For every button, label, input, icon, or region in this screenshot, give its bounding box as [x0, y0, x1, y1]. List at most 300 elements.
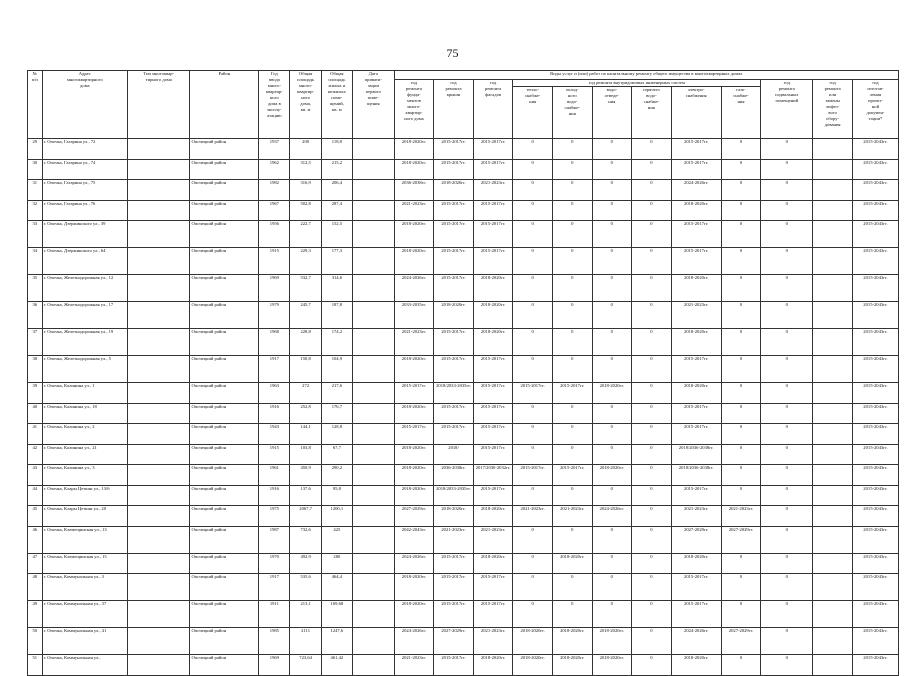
row-year-built: 1917 [259, 356, 290, 383]
row-house-type [127, 302, 190, 329]
row-hot-water: 0 [632, 403, 672, 424]
row-project-docs: 2015-2043гг. [852, 221, 898, 248]
row-living-area: 464,4 [321, 574, 352, 601]
row-number: 33 [28, 221, 43, 248]
row-electric: 2015-2017гг. [671, 601, 721, 628]
row-house-type [127, 655, 190, 676]
header-systems-group: год ремонта внутридомовых инженерных систем [513, 80, 761, 87]
row-house-type [127, 553, 190, 574]
row-address: г. Опочка, Дзержинского ул., 64 [42, 248, 127, 275]
row-project-docs: 2015-2043гг. [852, 485, 898, 506]
row-electric: 2018-2020гг. [671, 383, 721, 404]
row-roof: 2018/2033-2035гг. [434, 485, 474, 506]
table-row [28, 180, 899, 201]
row-sewer: 0 [592, 302, 632, 329]
row-hot-water: 0 [632, 275, 672, 302]
row-sewer: 0 [592, 403, 632, 424]
row-total-area: 228,8 [290, 329, 321, 356]
row-privatization-date [352, 275, 394, 302]
row-year-built: 1975 [259, 506, 290, 527]
row-number: 51 [28, 655, 43, 676]
row-address: г. Опочка, Калинина ул., 1 [42, 383, 127, 404]
row-hot-water: 0 [632, 356, 672, 383]
row-heat: 0 [513, 444, 553, 465]
row-address: г. Опочка, Дзержинского ул., 39 [42, 221, 127, 248]
row-year-built: 1911 [259, 601, 290, 628]
row-project-docs: 2015-2043гг. [852, 403, 898, 424]
row-hot-water: 0 [632, 601, 672, 628]
row-project-docs: 2015-2043гг. [852, 329, 898, 356]
row-foundation: 2042-2043гг. [394, 526, 434, 553]
header-project-docs: год изготов- ления проект- ной докумен- тации* [852, 80, 898, 139]
row-electric: 2015-2017гг. [671, 248, 721, 275]
row-address: г. Опочка, Калинина ул., 3 [42, 465, 127, 486]
row-number: 32 [28, 200, 43, 221]
table-row [28, 200, 899, 221]
row-sewer: 0 [592, 180, 632, 201]
table-row [28, 424, 899, 445]
row-heat: 2015-2017гг. [513, 465, 553, 486]
row-project-docs: 2015-2043гг. [852, 383, 898, 404]
row-basement: 0 [761, 655, 813, 676]
table-row [28, 159, 899, 180]
row-heat: 2021-2023гг. [513, 506, 553, 527]
header-heat: тепло- снабже- ния [513, 87, 553, 139]
row-roof: 2018/2033-2035гг. [434, 383, 474, 404]
row-number: 48 [28, 574, 43, 601]
row-heat: 0 [513, 200, 553, 221]
row-district: Опочецкий район [190, 553, 259, 574]
row-heat: 0 [513, 248, 553, 275]
row-heat: 0 [513, 574, 553, 601]
row-heat: 0 [513, 403, 553, 424]
row-roof: 2015-2017гг. [434, 200, 474, 221]
row-cold-water: 0 [552, 444, 592, 465]
row-basement: 0 [761, 329, 813, 356]
row-house-type [127, 275, 190, 302]
row-total-area: 245,7 [290, 302, 321, 329]
row-elevator [813, 275, 853, 302]
row-district: Опочецкий район [190, 383, 259, 404]
row-project-docs: 2015-2043гг. [852, 159, 898, 180]
header-electric: электро- снабжения [671, 87, 721, 139]
row-year-built: 1916 [259, 403, 290, 424]
row-facade: 2021-2023гг. [473, 526, 513, 553]
row-foundation: 2018-2020гг. [394, 574, 434, 601]
row-district: Опочецкий район [190, 628, 259, 655]
row-elevator [813, 485, 853, 506]
row-sewer: 0 [592, 248, 632, 275]
row-house-type [127, 200, 190, 221]
row-sewer: 0 [592, 485, 632, 506]
row-electric: 2015-2017гг. [671, 356, 721, 383]
row-address: г. Опочка, Железнодорожная ул., 19 [42, 329, 127, 356]
row-heat: 2018-2020гг. [513, 628, 553, 655]
row-facade: 2015-2017гг. [473, 485, 513, 506]
row-house-type [127, 465, 190, 486]
row-privatization-date [352, 356, 394, 383]
row-house-type [127, 159, 190, 180]
row-roof: 2018-2020гг. [434, 180, 474, 201]
row-facade: 2017/2030-2032гг. [473, 465, 513, 486]
row-hot-water: 0 [632, 248, 672, 275]
row-elevator [813, 601, 853, 628]
row-basement: 0 [761, 275, 813, 302]
row-hot-water: 0 [632, 159, 672, 180]
header-services-group: Виды услуг и (или) работ по капитальному ремонту общего имущества в многоквартирных домах [394, 71, 898, 80]
row-facade: 2015-2017гг. [473, 424, 513, 445]
row-address: г. Опочка, Клемещинская ул., 15 [42, 553, 127, 574]
row-project-docs: 2015-2043гг. [852, 139, 898, 160]
row-total-area: 200 [290, 139, 321, 160]
row-facade: 2018-2020гг. [473, 329, 513, 356]
row-living-area: 118,8 [321, 139, 352, 160]
row-number: 36 [28, 302, 43, 329]
row-house-type [127, 356, 190, 383]
header-num: № п/п [28, 71, 43, 139]
row-basement: 0 [761, 356, 813, 383]
row-hot-water: 0 [632, 139, 672, 160]
row-facade: 2015-2017гг. [473, 444, 513, 465]
row-roof: 2015-2017гг. [434, 356, 474, 383]
row-privatization-date [352, 403, 394, 424]
row-cold-water: 0 [552, 248, 592, 275]
row-heat: 0 [513, 139, 553, 160]
row-hot-water: 0 [632, 506, 672, 527]
row-elevator [813, 553, 853, 574]
row-year-built: 1937 [259, 139, 290, 160]
row-privatization-date [352, 180, 394, 201]
table-body [28, 139, 899, 676]
row-address: г. Опочка, Железнодорожная ул., 5 [42, 356, 127, 383]
row-basement: 0 [761, 180, 813, 201]
row-facade: 2018-2020гг. [473, 553, 513, 574]
row-year-built: 1969 [259, 655, 290, 676]
row-district: Опочецкий район [190, 180, 259, 201]
row-foundation: 2021-2023гг. [394, 329, 434, 356]
row-cold-water: 0 [552, 485, 592, 506]
row-sewer: 2018-2020гг. [592, 655, 632, 676]
row-privatization-date [352, 139, 394, 160]
row-living-area: 425 [321, 526, 352, 553]
row-number: 39 [28, 383, 43, 404]
row-house-type [127, 403, 190, 424]
row-number: 44 [28, 485, 43, 506]
row-roof: 2015-2017гг. [434, 159, 474, 180]
row-house-type [127, 329, 190, 356]
row-hot-water: 0 [632, 302, 672, 329]
row-total-area: 502,8 [290, 200, 321, 221]
row-electric: 2015-2017гг. [671, 403, 721, 424]
row-house-type [127, 601, 190, 628]
row-sewer: 0 [592, 200, 632, 221]
row-number: 34 [28, 248, 43, 275]
row-living-area: 174,2 [321, 329, 352, 356]
row-gas: 0 [721, 356, 761, 383]
table-row [28, 574, 899, 601]
row-electric: 2015-2017гг. [671, 424, 721, 445]
row-foundation: 2024-2026гг. [394, 628, 434, 655]
row-address: г. Опочка, Коммунальная ул., [42, 655, 127, 676]
row-project-docs: 2015-2043гг. [852, 444, 898, 465]
row-elevator [813, 329, 853, 356]
header-privatization-date: Дата привати- зации первого поме- щения [352, 71, 394, 139]
row-electric: 2021-2023гг. [671, 302, 721, 329]
row-roof: 2021-2023гг. [434, 526, 474, 553]
row-heat: 0 [513, 329, 553, 356]
row-number: 49 [28, 601, 43, 628]
row-house-type [127, 444, 190, 465]
row-foundation: 2024-2026гг. [394, 275, 434, 302]
row-year-built: 1967 [259, 200, 290, 221]
row-elevator [813, 302, 853, 329]
header-total-area: Общая площадь много- квартир- ного дома, кв. м [290, 71, 321, 139]
table-row [28, 356, 899, 383]
row-roof: 2036-2038гг. [434, 465, 474, 486]
row-district: Опочецкий район [190, 302, 259, 329]
row-number: 38 [28, 356, 43, 383]
row-electric: 2018-2020гг. [671, 200, 721, 221]
row-cold-water: 2021-2023гг. [552, 506, 592, 527]
row-project-docs: 2015-2043гг. [852, 248, 898, 275]
row-total-area: 229,3 [290, 248, 321, 275]
row-district: Опочецкий район [190, 403, 259, 424]
row-heat: 0 [513, 159, 553, 180]
table-row [28, 403, 899, 424]
table-row [28, 526, 899, 553]
row-house-type [127, 180, 190, 201]
row-living-area: 95,8 [321, 485, 352, 506]
header-foundation: год ремонта фунда- ментов много- квартир- ного дома [394, 80, 434, 139]
row-district: Опочецкий район [190, 248, 259, 275]
row-living-area: 169,68 [321, 601, 352, 628]
row-total-area: 535,6 [290, 574, 321, 601]
row-year-built: 1917 [259, 574, 290, 601]
row-elevator [813, 444, 853, 465]
row-cold-water: 0 [552, 329, 592, 356]
row-address: г. Опочка, Калинина ул., 18 [42, 403, 127, 424]
header-basement: год ремонта подвальных помещений [761, 80, 813, 139]
row-sewer: 0 [592, 424, 632, 445]
row-privatization-date [352, 655, 394, 676]
row-electric: 2015-2017гг. [671, 485, 721, 506]
row-privatization-date [352, 485, 394, 506]
row-roof: 2015-2017гг. [434, 574, 474, 601]
row-sewer: 0 [592, 159, 632, 180]
row-number: 47 [28, 553, 43, 574]
header-hot-water: горячего водо- снабже- ния [632, 87, 672, 139]
row-elevator [813, 506, 853, 527]
row-living-area: 290,2 [321, 465, 352, 486]
row-basement: 0 [761, 403, 813, 424]
row-year-built: 1987 [259, 526, 290, 553]
row-basement: 0 [761, 383, 813, 404]
row-electric: 2018-2020гг. [671, 329, 721, 356]
row-elevator [813, 159, 853, 180]
row-address: г. Опочка, Клары Цеткин ул., 13/6 [42, 485, 127, 506]
row-cold-water: 0 [552, 221, 592, 248]
row-gas: 0 [721, 302, 761, 329]
header-cold-water: холод- ного водо- снабже- ния [552, 87, 592, 139]
row-number: 31 [28, 180, 43, 201]
header-sewer: водо- отведе- ния [592, 87, 632, 139]
row-total-area: 103,8 [290, 444, 321, 465]
row-year-built: 1956 [259, 221, 290, 248]
row-house-type [127, 574, 190, 601]
row-project-docs: 2015-2043гг. [852, 601, 898, 628]
row-foundation: 2018-2020гг. [394, 159, 434, 180]
row-total-area: 492,9 [290, 553, 321, 574]
row-elevator [813, 200, 853, 221]
row-gas: 0 [721, 485, 761, 506]
row-address: г. Опочка, Калинина ул., 21 [42, 444, 127, 465]
row-cold-water: 0 [552, 159, 592, 180]
row-electric: 2018-2020гг. [671, 655, 721, 676]
row-sewer: 0 [592, 275, 632, 302]
row-gas: 0 [721, 329, 761, 356]
row-heat: 0 [513, 424, 553, 445]
row-elevator [813, 356, 853, 383]
row-house-type [127, 221, 190, 248]
row-living-area: 217,6 [321, 383, 352, 404]
row-district: Опочецкий район [190, 200, 259, 221]
row-electric: 2018-2020гг. [671, 553, 721, 574]
row-total-area: 450,9 [290, 465, 321, 486]
row-foundation: 2018-2020гг. [394, 601, 434, 628]
row-total-area: 532,7 [290, 275, 321, 302]
row-foundation: 2021-2023гг. [394, 655, 434, 676]
row-electric: 2027-2029гг. [671, 526, 721, 553]
row-house-type [127, 628, 190, 655]
row-living-area: 67,7 [321, 444, 352, 465]
row-elevator [813, 180, 853, 201]
page-number: 75 [446, 46, 459, 60]
row-gas: 0 [721, 383, 761, 404]
row-elevator [813, 465, 853, 486]
row-year-built: 1970 [259, 553, 290, 574]
row-hot-water: 0 [632, 628, 672, 655]
row-facade: 2018-2020гг. [473, 506, 513, 527]
row-hot-water: 0 [632, 526, 672, 553]
row-roof: 2015-2017гг. [434, 655, 474, 676]
row-project-docs: 2015-2043гг. [852, 655, 898, 676]
row-electric: 2021-2023гг. [671, 506, 721, 527]
row-address: г. Опочка, Гагарина ул., 74 [42, 159, 127, 180]
row-privatization-date [352, 526, 394, 553]
row-roof: 2015-2017гг. [434, 601, 474, 628]
row-hot-water: 0 [632, 200, 672, 221]
row-roof: 2015-2017гг. [434, 553, 474, 574]
row-gas: 0 [721, 601, 761, 628]
row-district: Опочецкий район [190, 574, 259, 601]
row-cold-water: 0 [552, 601, 592, 628]
row-electric: 2018-2020гг. [671, 275, 721, 302]
row-roof: 2015-2017гг. [434, 275, 474, 302]
row-total-area: 150,8 [290, 356, 321, 383]
row-heat: 0 [513, 601, 553, 628]
row-basement: 0 [761, 248, 813, 275]
row-district: Опочецкий район [190, 275, 259, 302]
capital-repair-table [27, 70, 899, 676]
row-total-area: 723,64 [290, 655, 321, 676]
row-total-area: 312,5 [290, 159, 321, 180]
row-privatization-date [352, 628, 394, 655]
row-gas: 0 [721, 200, 761, 221]
row-gas: 0 [721, 180, 761, 201]
row-gas: 2021-2023гг. [721, 506, 761, 527]
row-total-area: 213,1 [290, 601, 321, 628]
row-basement: 0 [761, 200, 813, 221]
table-row [28, 465, 899, 486]
row-sewer: 0 [592, 601, 632, 628]
row-basement: 0 [761, 526, 813, 553]
row-heat: 0 [513, 553, 553, 574]
row-year-built: 1915 [259, 248, 290, 275]
row-year-built: 1985 [259, 628, 290, 655]
row-house-type [127, 506, 190, 527]
row-district: Опочецкий район [190, 526, 259, 553]
row-year-built: 1963 [259, 383, 290, 404]
row-cold-water: 2018-2020гг. [552, 655, 592, 676]
row-address: г. Опочка, Калинина ул., 2 [42, 424, 127, 445]
row-elevator [813, 383, 853, 404]
row-roof: 2015-2017гг. [434, 424, 474, 445]
row-year-built: 1969 [259, 275, 290, 302]
row-facade: 2015-2017гг. [473, 159, 513, 180]
row-privatization-date [352, 221, 394, 248]
row-facade: 2021-2023гг. [473, 628, 513, 655]
row-privatization-date [352, 574, 394, 601]
row-heat: 2015-2017гг. [513, 383, 553, 404]
row-project-docs: 2015-2043гг. [852, 275, 898, 302]
table-header [28, 71, 899, 139]
table-row [28, 302, 899, 329]
table-row [28, 553, 899, 574]
row-hot-water: 0 [632, 574, 672, 601]
row-gas: 0 [721, 465, 761, 486]
row-district: Опочецкий район [190, 356, 259, 383]
row-basement: 0 [761, 601, 813, 628]
row-year-built: 1916 [259, 485, 290, 506]
row-address: г. Опочка, Гагарина ул., 72 [42, 139, 127, 160]
row-heat: 2018-2020гг. [513, 655, 553, 676]
header-house-type: Тип многоквар- тирного дома [127, 71, 190, 139]
row-sewer: 0 [592, 526, 632, 553]
row-sewer: 0 [592, 329, 632, 356]
row-year-built: 1961 [259, 465, 290, 486]
row-elevator [813, 139, 853, 160]
row-district: Опочецкий район [190, 485, 259, 506]
row-gas: 0 [721, 275, 761, 302]
row-year-built: 1979 [259, 302, 290, 329]
row-gas: 0 [721, 655, 761, 676]
row-gas: 2027-2029гг. [721, 628, 761, 655]
row-cold-water: 0 [552, 526, 592, 553]
row-total-area: 2111 [290, 628, 321, 655]
row-electric: 2024-2026гг. [671, 180, 721, 201]
row-cold-water: 0 [552, 180, 592, 201]
table-row [28, 248, 899, 275]
header-living-area: Общая площадь жилых и нежилых поме- щений, кв. м [321, 71, 352, 139]
row-number: 46 [28, 526, 43, 553]
row-total-area: 144,1 [290, 424, 321, 445]
row-facade: 2015-2017гг. [473, 221, 513, 248]
row-number: 30 [28, 159, 43, 180]
row-hot-water: 0 [632, 329, 672, 356]
row-gas: 0 [721, 159, 761, 180]
row-electric: 2018/2036-2038гг. [671, 465, 721, 486]
row-living-area: 1200,1 [321, 506, 352, 527]
